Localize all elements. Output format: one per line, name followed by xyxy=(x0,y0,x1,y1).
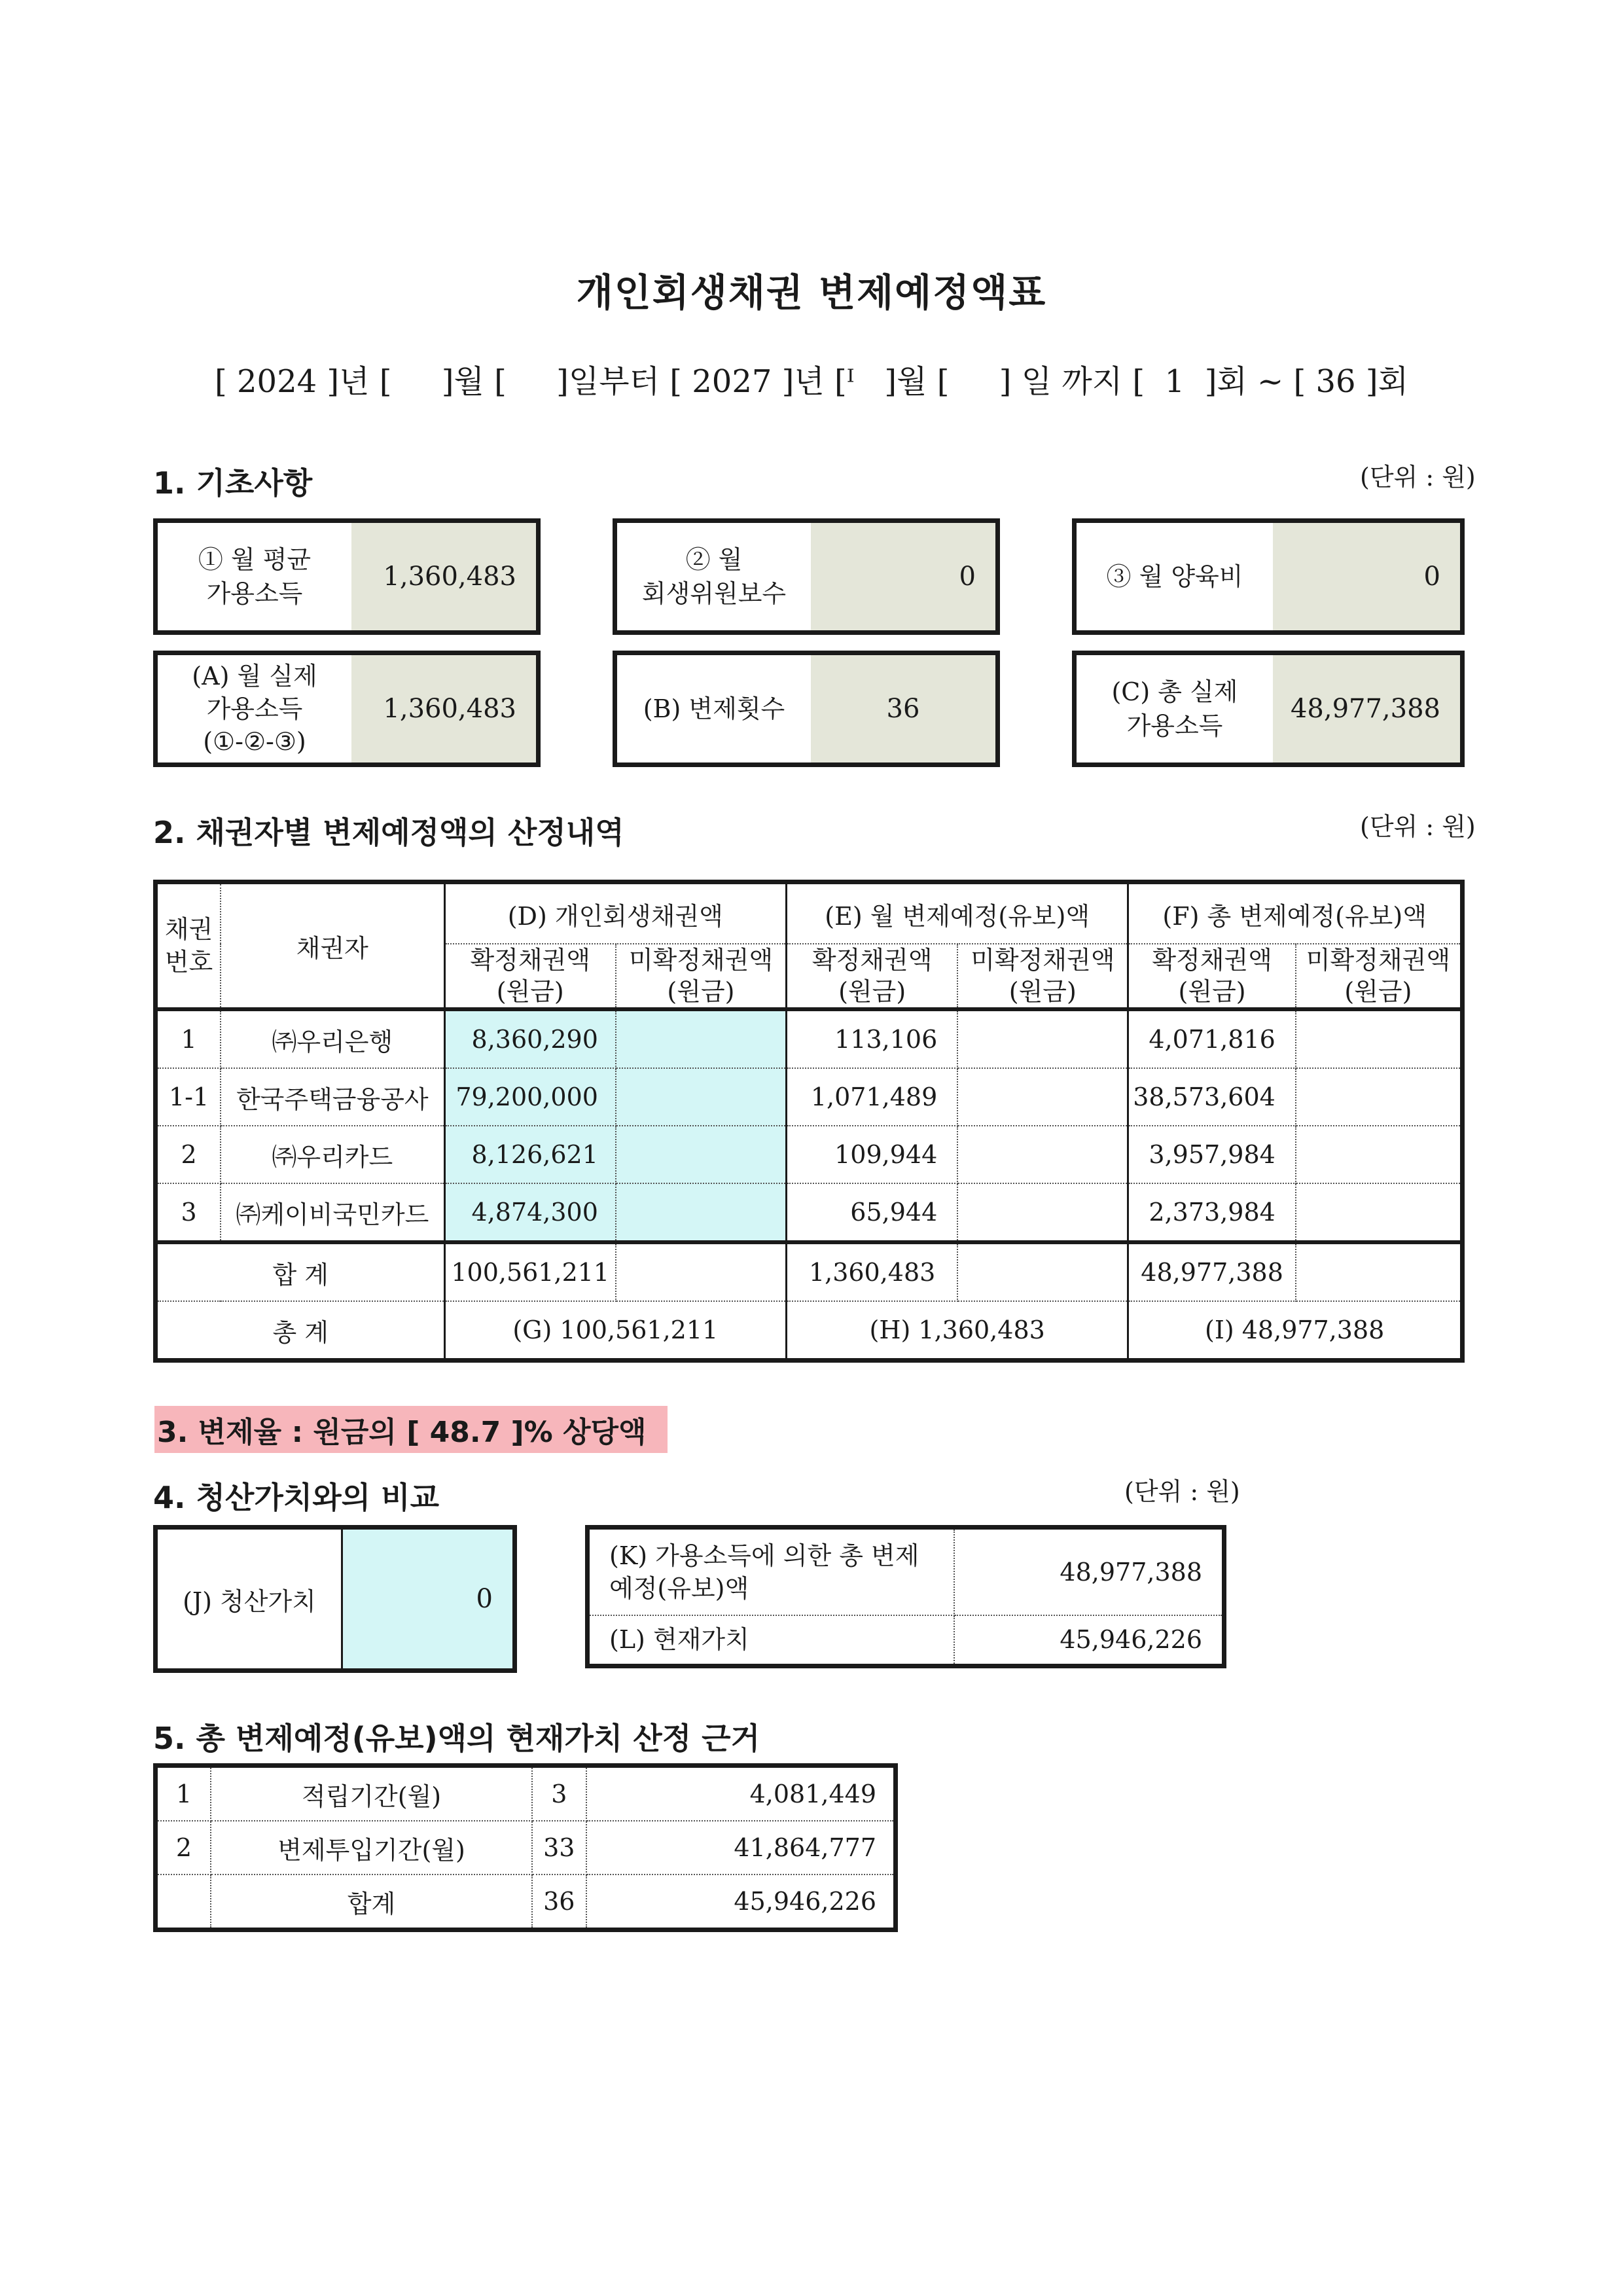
l-value: 45,946,226 xyxy=(954,1615,1224,1666)
row-no: 2 xyxy=(156,1821,211,1874)
repayment-count-value: 36 xyxy=(811,655,995,762)
present-value-basis-table xyxy=(153,1763,898,1932)
header-e-unconfirmed: 미확정채권액 (원금) xyxy=(957,944,1128,1009)
row-f-confirmed: 2,373,984 xyxy=(1128,1183,1296,1242)
total-actual-income-label: (C) 총 실제 가용소득 xyxy=(1111,677,1238,740)
row-e-confirmed: 109,944 xyxy=(787,1126,958,1183)
header-f-confirmed: 확정채권액 (원금) xyxy=(1128,944,1296,1009)
repayment-count-label: (B) 변제횟수 xyxy=(643,694,785,723)
total-label: 총 계 xyxy=(156,1301,445,1361)
table-row xyxy=(156,1821,896,1874)
row-d-confirmed: 4,874,300 xyxy=(444,1183,616,1242)
child-support-value: 0 xyxy=(1273,523,1460,630)
child-support-box xyxy=(1072,518,1465,635)
k-value: 48,977,388 xyxy=(954,1528,1224,1615)
row-creditor: ㈜우리은행 xyxy=(221,1009,444,1068)
header-creditor-no: 채권 번호 xyxy=(156,882,221,1010)
row-f-confirmed: 3,957,984 xyxy=(1128,1126,1296,1183)
table-row xyxy=(156,1126,1463,1183)
repayment-period: [ 2024 ]년 [ ]월 [ ]일부터 [ 2027 ]년 [ᴵ ]월 [ ] 일 까지 [ 1 ]회 ~ [ 36 ]회 xyxy=(215,363,1408,400)
row-no: 1 xyxy=(156,1009,221,1068)
row-f-unconfirmed xyxy=(1296,1009,1463,1068)
trustee-fee-label: ② 월 회생위원보수 xyxy=(641,545,787,608)
header-e: (E) 월 변제예정(유보)액 xyxy=(787,882,1128,944)
header-f-unconfirmed: 미확정채권액 (원금) xyxy=(1296,944,1463,1009)
subtotal-row xyxy=(156,1242,1463,1301)
subtotal-e: 1,360,483 xyxy=(787,1242,958,1301)
row-amount: 45,946,226 xyxy=(586,1874,896,1930)
row-label: 적립기간(월) xyxy=(211,1766,532,1821)
row-amount: 41,864,777 xyxy=(586,1821,896,1874)
table-row xyxy=(156,1766,896,1821)
total-actual-income-value: 48,977,388 xyxy=(1273,655,1460,762)
subtotal-d: 100,561,211 xyxy=(444,1242,616,1301)
child-support-label: ③ 월 양육비 xyxy=(1106,562,1243,591)
k-label: (K) 가용소득에 의한 총 변제 예정(유보)액 xyxy=(588,1528,954,1615)
total-row xyxy=(156,1301,1463,1361)
header-d-unconfirmed: 미확정채권액 (원금) xyxy=(616,944,787,1009)
row-label: 변제투입기간(월) xyxy=(211,1821,532,1874)
liquidation-value-box xyxy=(153,1525,517,1673)
creditor-repayment-table xyxy=(153,880,1465,1363)
row-no: 2 xyxy=(156,1126,221,1183)
row-f-unconfirmed xyxy=(1296,1126,1463,1183)
row-d-unconfirmed xyxy=(616,1068,787,1126)
monthly-avg-income-box xyxy=(153,518,541,635)
row-d-unconfirmed xyxy=(616,1126,787,1183)
row-e-unconfirmed xyxy=(957,1068,1128,1126)
row-no: 1 xyxy=(156,1766,211,1821)
row-amount: 4,081,449 xyxy=(586,1766,896,1821)
present-value-table xyxy=(585,1525,1226,1668)
actual-income-box xyxy=(153,651,541,767)
trustee-fee-value: 0 xyxy=(811,523,995,630)
page-title: 개인회생채권 변제예정액표 xyxy=(576,270,1047,315)
subtotal-f-unconfirmed xyxy=(1296,1242,1463,1301)
repayment-rate-banner: 3. 변제율 : 원금의 [ 48.7 ]% 상당액 xyxy=(154,1406,668,1453)
row-d-confirmed: 8,360,290 xyxy=(444,1009,616,1068)
repayment-count-box xyxy=(613,651,1000,767)
subtotal-e-unconfirmed xyxy=(957,1242,1128,1301)
section1-heading: 1. 기초사항 xyxy=(153,465,313,501)
subtotal-d-unconfirmed xyxy=(616,1242,787,1301)
liquidation-value-label: (J) 청산가치 xyxy=(183,1587,316,1616)
row-e-unconfirmed xyxy=(957,1183,1128,1242)
row-creditor: ㈜케이비국민카드 xyxy=(221,1183,444,1242)
unit-label-1: (단위 : 원) xyxy=(1360,463,1476,492)
row-e-confirmed: 65,944 xyxy=(787,1183,958,1242)
actual-income-value: 1,360,483 xyxy=(351,655,536,762)
row-no: 1-1 xyxy=(156,1068,221,1126)
row-f-unconfirmed xyxy=(1296,1068,1463,1126)
row-e-unconfirmed xyxy=(957,1126,1128,1183)
total-i: (I) 48,977,388 xyxy=(1128,1301,1463,1361)
row-d-confirmed: 8,126,621 xyxy=(444,1126,616,1183)
total-h: (H) 1,360,483 xyxy=(787,1301,1128,1361)
row-no xyxy=(156,1874,211,1930)
row-label: 합계 xyxy=(211,1874,532,1930)
trustee-fee-box xyxy=(613,518,1000,635)
row-e-unconfirmed xyxy=(957,1009,1128,1068)
row-f-confirmed: 4,071,816 xyxy=(1128,1009,1296,1068)
row-months: 36 xyxy=(532,1874,586,1930)
liquidation-value-value: 0 xyxy=(341,1530,512,1668)
table-row xyxy=(156,1183,1463,1242)
header-d-confirmed: 확정채권액 (원금) xyxy=(444,944,616,1009)
row-e-confirmed: 1,071,489 xyxy=(787,1068,958,1126)
monthly-avg-income-label: ① 월 평균 가용소득 xyxy=(198,545,312,608)
l-label: (L) 현재가치 xyxy=(588,1615,954,1666)
row-creditor: ㈜우리카드 xyxy=(221,1126,444,1183)
row-d-unconfirmed xyxy=(616,1183,787,1242)
unit-label-2: (단위 : 원) xyxy=(1360,812,1476,841)
row-d-unconfirmed xyxy=(616,1009,787,1068)
row-months: 33 xyxy=(532,1821,586,1874)
total-actual-income-box xyxy=(1072,651,1465,767)
row-d-confirmed: 79,200,000 xyxy=(444,1068,616,1126)
row-no: 3 xyxy=(156,1183,221,1242)
header-e-confirmed: 확정채권액 (원금) xyxy=(787,944,958,1009)
row-f-unconfirmed xyxy=(1296,1183,1463,1242)
section2-heading: 2. 채권자별 변제예정액의 산정내역 xyxy=(153,815,624,850)
header-d: (D) 개인회생채권액 xyxy=(444,882,786,944)
row-months: 3 xyxy=(532,1766,586,1821)
header-f: (F) 총 변제예정(유보)액 xyxy=(1128,882,1463,944)
total-g: (G) 100,561,211 xyxy=(444,1301,786,1361)
unit-label-4: (단위 : 원) xyxy=(1124,1477,1240,1506)
table-row xyxy=(156,1009,1463,1068)
monthly-avg-income-value: 1,360,483 xyxy=(351,523,536,630)
section5-heading: 5. 총 변제예정(유보)액의 현재가치 산정 근거 xyxy=(153,1721,760,1756)
actual-income-label: (A) 월 실제 가용소득 (①-②-③) xyxy=(192,662,317,756)
subtotal-label: 합 계 xyxy=(156,1242,445,1301)
section4-heading: 4. 청산가치와의 비교 xyxy=(153,1480,439,1515)
row-f-confirmed: 38,573,604 xyxy=(1128,1068,1296,1126)
row-e-confirmed: 113,106 xyxy=(787,1009,958,1068)
subtotal-f: 48,977,388 xyxy=(1128,1242,1296,1301)
table-row xyxy=(156,1874,896,1930)
header-creditor: 채권자 xyxy=(221,882,444,1010)
table-row xyxy=(156,1068,1463,1126)
row-creditor: 한국주택금융공사 xyxy=(221,1068,444,1126)
